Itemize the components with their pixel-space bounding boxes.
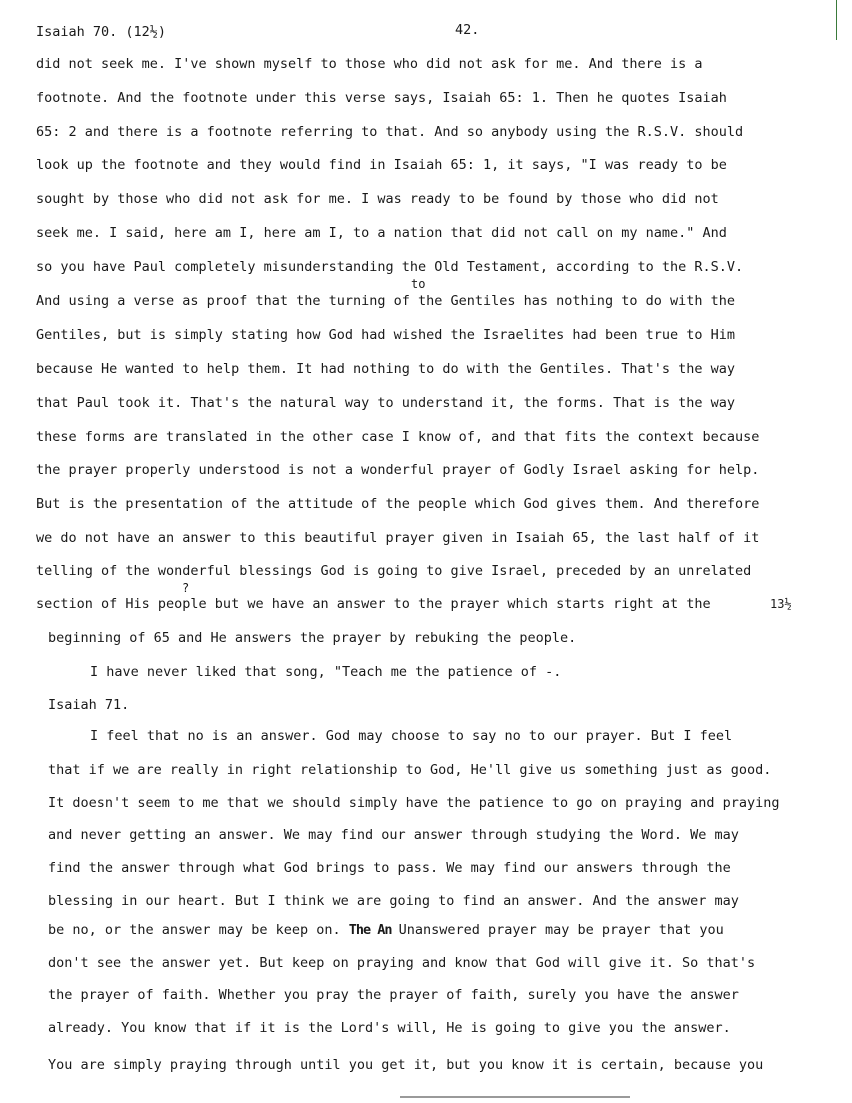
text-line-with-overstrike (48, 922, 724, 938)
paragraph-first-line: I have never liked that song, "Teach me the patience of -. (90, 664, 562, 680)
text-line: telling of the wonderful blessings God is going to give Israel, preceded by an unrelated (36, 563, 752, 579)
text-line: And using a verse as proof that the turning of the Gentiles has nothing to do with the (36, 293, 735, 309)
running-header: Isaiah 70. (12½) (36, 24, 167, 40)
margin-note: 13½ (770, 597, 792, 611)
text-line: and never getting an answer. We may find our answer through studying the Word. We may (48, 827, 739, 843)
text-line: look up the footnote and they would find in Isaiah 65: 1, it says, "I was ready to be (36, 157, 727, 173)
text-line: the prayer properly understood is not a wonderful prayer of Godly Israel asking for help. (36, 462, 760, 478)
text-line: we do not have an answer to this beautiful prayer given in Isaiah 65, the last half of it (36, 530, 760, 546)
text-line: You are simply praying through until you get it, but you know it is certain, because you (48, 1057, 764, 1073)
text-line: don't see the answer yet. But keep on praying and know that God will give it. So that's (48, 955, 756, 971)
page-number: 42. (455, 22, 480, 38)
text-line: did not seek me. I've shown myself to those who did not ask for me. And there is a (36, 56, 703, 72)
section-heading: Isaiah 71. (48, 697, 130, 713)
scan-artifact-line (400, 1096, 630, 1098)
text-line: 65: 2 and there is a footnote referring to that. And so anybody using the R.S.V. should (36, 124, 744, 140)
text-line: already. You know that if it is the Lord's will, He is going to give you the answer. (48, 1020, 731, 1036)
text-line: blessing in our heart. But I think we are going to find an answer. And the answer may (48, 893, 739, 909)
interlinear-question-mark: ? (182, 581, 190, 595)
text-line: that Paul took it. That's the natural way to understand it, the forms. That is the way (36, 395, 735, 411)
text-line: seek me. I said, here am I, here am I, to a nation that did not call on my name." And (36, 225, 727, 241)
text-line-end: Unanswered prayer may be prayer that you (398, 922, 724, 938)
text-line: But is the presentation of the attitude of the people which God gives them. And therefore (36, 496, 760, 512)
text-line: these forms are translated in the other case I know of, and that fits the context because (36, 429, 760, 445)
text-line: sought by those who did not ask for me. I was ready to be found by those who did not (36, 191, 719, 207)
text-line: that if we are really in right relationship to God, He'll give us something just as good. (48, 762, 772, 778)
text-line: footnote. And the footnote under this verse says, Isaiah 65: 1. Then he quotes Isaiah (36, 90, 727, 106)
interlinear-insertion: to (411, 277, 426, 291)
text-line: It doesn't seem to me that we should simply have the patience to go on praying and praying (48, 795, 780, 811)
text-line: beginning of 65 and He answers the prayer by rebuking the people. (48, 630, 577, 646)
text-line: find the answer through what God brings to pass. We may find our answers through the (48, 860, 731, 876)
paragraph-first-line: I feel that no is an answer. God may choose to say no to our prayer. But I feel (90, 728, 733, 744)
text-line: section of His people but we have an answer to the prayer which starts right at the (36, 596, 711, 612)
text-line: because He wanted to help them. It had nothing to do with the Gentiles. That's the way (36, 361, 735, 377)
text-line: so you have Paul completely misunderstanding the Old Testament, according to the R.S.V. (36, 259, 744, 275)
text-line-start: be no, or the answer may be keep on. (48, 922, 349, 938)
text-line: Gentiles, but is simply stating how God had wished the Israelites had been true to Him (36, 327, 735, 343)
struck-out-text: The An (348, 922, 399, 938)
text-line: the prayer of faith. Whether you pray the prayer of faith, surely you have the answer (48, 987, 739, 1003)
page-edge-mark (836, 0, 837, 40)
